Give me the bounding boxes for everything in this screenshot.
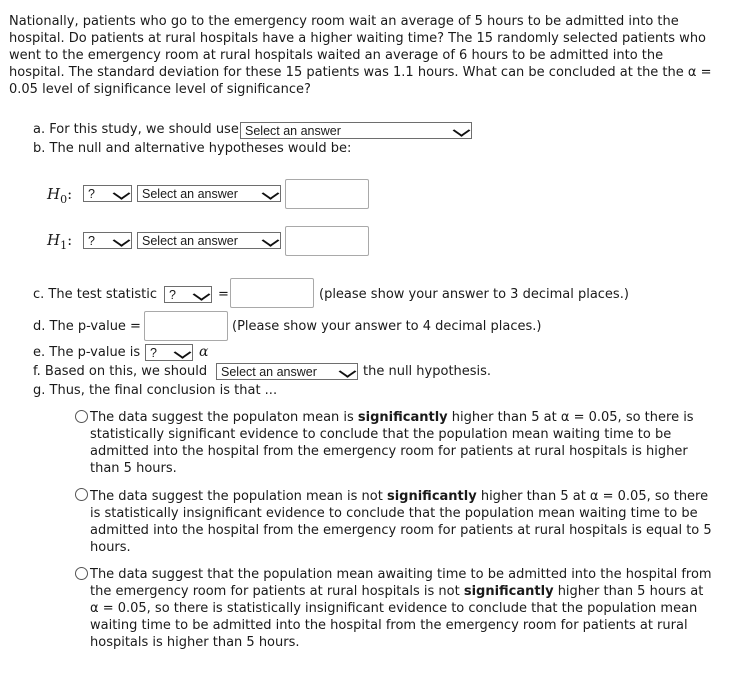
alpha-symbol: α [199, 344, 209, 360]
chevron-down-icon [113, 187, 131, 199]
part-g-label: g. Thus, the final conclusion is that ... [33, 383, 278, 398]
h1-parameter-value: ? [88, 234, 95, 248]
conclusion-option-2[interactable] [90, 488, 716, 556]
h0-operator-select[interactable] [137, 185, 281, 202]
chevron-down-icon [262, 187, 280, 199]
conclusion-radio-2[interactable] [75, 488, 88, 501]
h1-parameter-select[interactable] [83, 232, 132, 249]
part-d-note: (Please show your answer to 4 decimal places.) [232, 319, 542, 334]
h1-operator-value: Select an answer [142, 234, 238, 248]
h0-label [47, 185, 72, 206]
h0-parameter-value: ? [88, 187, 95, 201]
h0-colon: : [67, 185, 73, 203]
option-2-text-b: higher than 5 at α = 0.05, so there is statistically insignificant evidence to conclude that the population mean waiting time to be admitted into the hospital from the emergency room for patients at rural hospitals is equal to 5 hours. [90, 489, 712, 555]
option-3-text-a: The data suggest that the population mean awaiting time to be admitted into the hospital from the emergency room for patients at rural hospitals is not [90, 567, 712, 599]
decision-select[interactable] [216, 363, 358, 380]
h0-subscript: 0 [60, 193, 68, 206]
conclusion-option-1[interactable] [90, 409, 716, 477]
option-1-bold: significantly [357, 410, 448, 425]
conclusion-radio-3[interactable] [75, 567, 88, 580]
chevron-down-icon [262, 234, 280, 246]
decision-select-value: Select an answer [221, 365, 317, 379]
part-d-label: d. The p-value = [33, 319, 141, 334]
part-f-suffix: the null hypothesis. [363, 364, 492, 379]
chevron-down-icon [339, 365, 357, 377]
h1-subscript: 1 [60, 239, 68, 252]
chevron-down-icon [113, 234, 131, 246]
chevron-down-icon [193, 288, 211, 300]
equals-sign: = [218, 287, 229, 302]
p-value-comparison-value: ? [150, 346, 157, 360]
p-value-input[interactable] [144, 311, 228, 341]
study-type-select[interactable] [240, 122, 472, 139]
chevron-down-icon [174, 346, 192, 358]
h0-parameter-select[interactable] [83, 185, 132, 202]
part-f-label: f. Based on this, we should [33, 364, 208, 379]
h1-letter: H [47, 231, 61, 249]
option-2-text-a: The data suggest the population mean is not [90, 489, 387, 504]
study-type-select-value: Select an answer [245, 124, 341, 138]
part-e-label: e. The p-value is [33, 345, 141, 360]
h0-value-input[interactable] [285, 179, 369, 209]
p-value-comparison-select[interactable] [145, 344, 193, 361]
test-statistic-select-value: ? [169, 288, 176, 302]
h1-colon: : [67, 231, 73, 249]
option-1-text-a: The data suggest the populaton mean is [90, 410, 358, 425]
option-3-bold: significantly [463, 584, 554, 599]
option-2-bold: significantly [386, 489, 477, 504]
h1-value-input[interactable] [285, 226, 369, 256]
chevron-down-icon [453, 124, 471, 136]
h1-operator-select[interactable] [137, 232, 281, 249]
option-1-text-b: higher than 5 at α = 0.05, so there is statistically significant evidence to conclude that the population mean waiting time to be admitted into the hospital from the emergency room for patients at rural hospitals is higher than 5 hours. [90, 410, 694, 476]
test-statistic-select[interactable] [164, 286, 212, 303]
h1-label [47, 231, 72, 252]
test-statistic-input[interactable] [230, 278, 314, 308]
question-text: Nationally, patients who go to the emergency room wait an average of 5 hours to be admitted into the hospital. Do patients at rural hospitals have a higher waiting time? The 15 randomly selected patients who went to the emergency room at rural hospitals waited an average of 6 hours to be admitted into the hospital. The standard deviation for these 15 patients was 1.1 hours. What can be concluded at the the α = 0.05 level of significance level of significance? [9, 14, 712, 97]
part-b-label: b. The null and alternative hypotheses would be: [33, 141, 352, 156]
part-c-note: (please show your answer to 3 decimal places.) [319, 287, 629, 302]
conclusion-radio-1[interactable] [75, 410, 88, 423]
conclusion-option-3[interactable] [90, 566, 716, 651]
part-a-label: a. For this study, we should use [33, 122, 239, 137]
h0-operator-value: Select an answer [142, 187, 238, 201]
part-c-label: c. The test statistic [33, 287, 157, 302]
option-3-text-b: higher than 5 hours at α = 0.05, so there is statistically insignificant evidence to conclude that the population mean waiting time to be admitted into the hospital from the emergency room for patients at rural hospitals is higher than 5 hours. [90, 584, 704, 650]
h0-letter: H [47, 185, 61, 203]
